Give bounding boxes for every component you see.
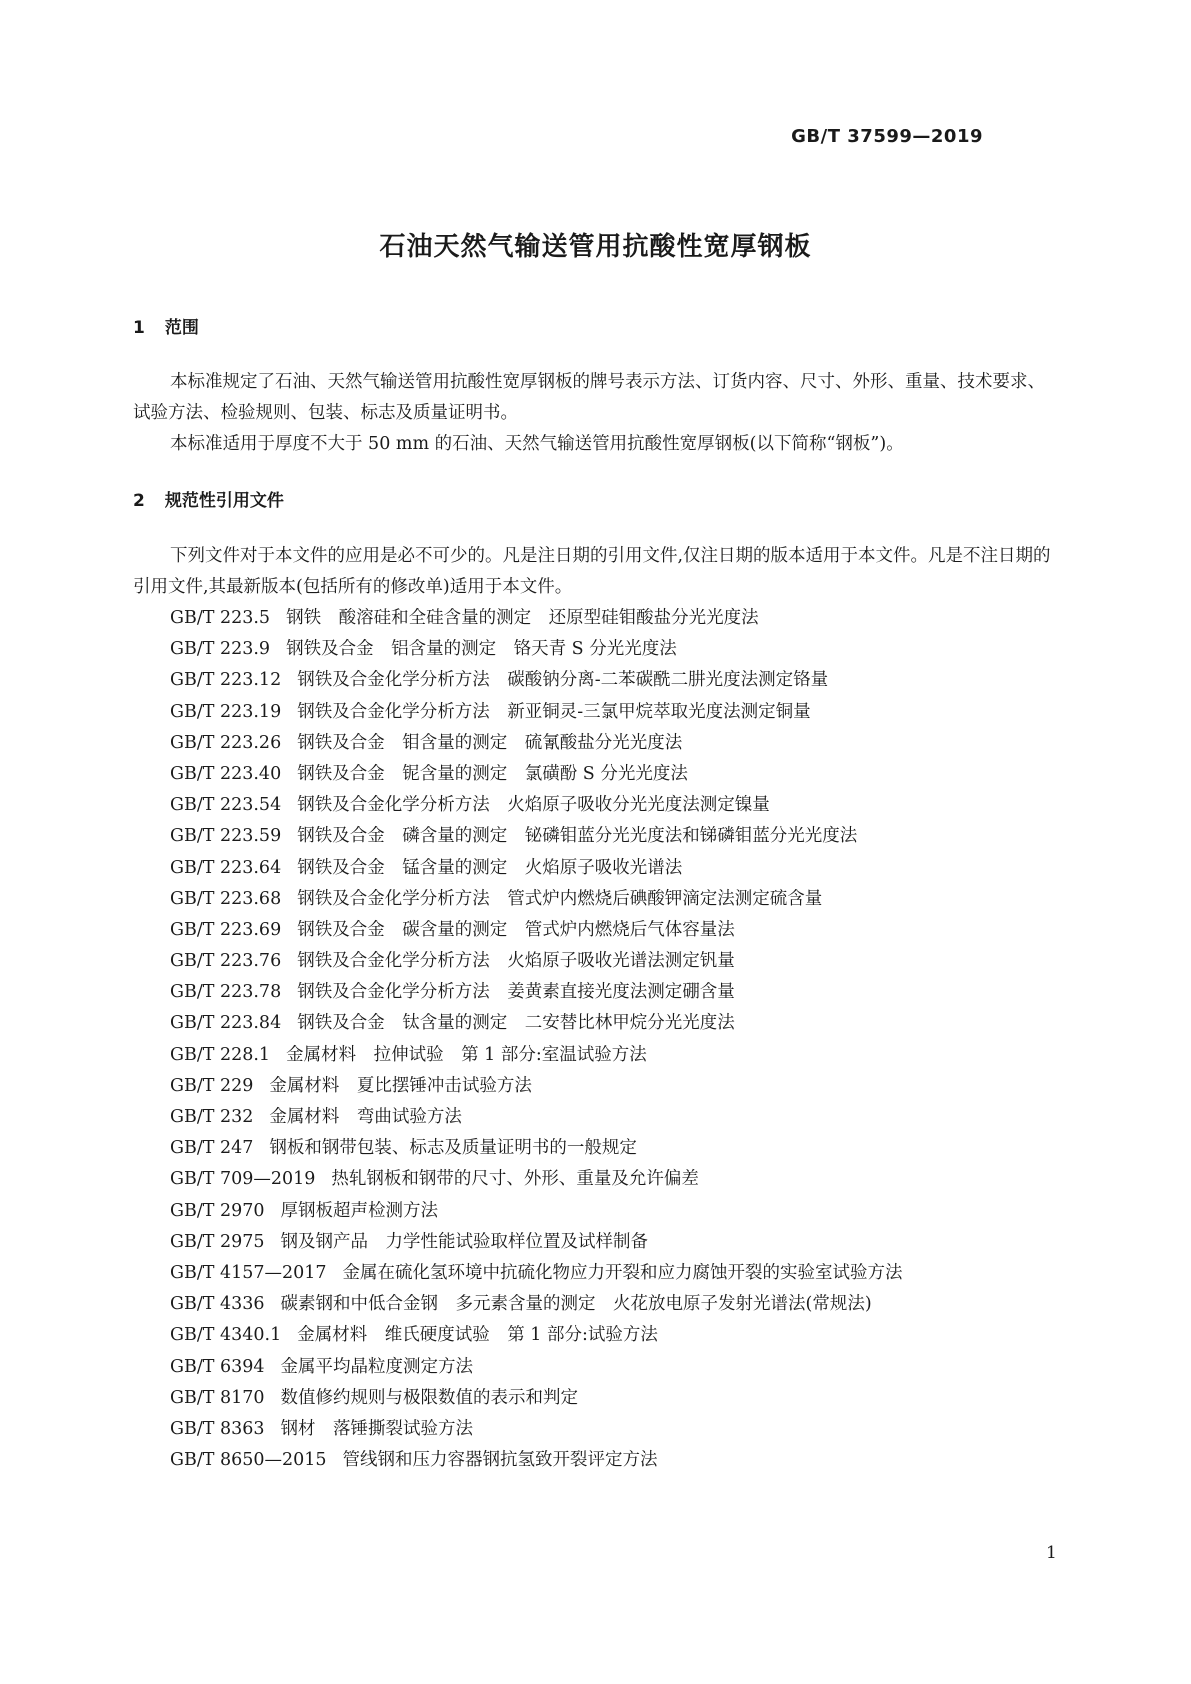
reference-title: 金属在硫化氢环境中抗硫化物应力开裂和应力腐蚀开裂的实验室试验方法 xyxy=(342,1262,903,1283)
reference-item xyxy=(170,946,903,977)
reference-title: 钢铁及合金化学分析方法 管式炉内燃烧后碘酸钾滴定法测定硫含量 xyxy=(297,888,823,909)
reference-title: 金属平均晶粒度测定方法 xyxy=(280,1356,474,1377)
reference-item xyxy=(170,821,903,852)
section-heading-scope xyxy=(133,313,199,338)
section-title: 规范性引用文件 xyxy=(164,491,284,511)
reference-item xyxy=(170,1164,903,1195)
reference-title: 钢铁及合金化学分析方法 碳酸钠分离-二苯碳酰二肼光度法测定铬量 xyxy=(297,670,829,691)
reference-item xyxy=(170,697,903,728)
reference-code: GB/T 247 xyxy=(170,1138,254,1159)
document-title: 石油天然气输送管用抗酸性宽厚钢板 xyxy=(379,232,812,262)
reference-title: 钢材 落锤撕裂试验方法 xyxy=(280,1418,474,1439)
reference-title: 金属材料 弯曲试验方法 xyxy=(269,1107,462,1127)
reference-code: GB/T 223.5 xyxy=(170,608,271,628)
reference-item xyxy=(170,603,903,634)
reference-code: GB/T 223.78 xyxy=(170,982,282,1003)
reference-item xyxy=(170,1071,903,1102)
reference-code: GB/T 228.1 xyxy=(170,1044,271,1065)
reference-item xyxy=(170,1040,903,1071)
reference-item xyxy=(170,759,903,790)
reference-item xyxy=(170,1352,903,1383)
reference-item xyxy=(170,1289,903,1320)
reference-code: GB/T 223.9 xyxy=(170,639,271,660)
section-number: 1 xyxy=(133,318,145,338)
reference-title: 热轧钢板和钢带的尺寸、外形、重量及允许偏差 xyxy=(331,1169,699,1190)
page-number: 1 xyxy=(1046,1543,1057,1563)
reference-item xyxy=(170,1320,903,1351)
reference-code: GB/T 2975 xyxy=(170,1231,265,1252)
reference-code: GB/T 709—2019 xyxy=(170,1169,316,1190)
reference-code: GB/T 223.12 xyxy=(170,670,282,691)
section-number: 2 xyxy=(133,491,145,511)
references-intro-paragraph: 下列文件对于本文件的应用是必不可少的。凡是注日期的引用文件,仅注日期的版本适用于本文件。凡是不注日期的引用文件,其最新版本(包括所有的修改单)适用于本文件。 xyxy=(133,546,1051,597)
reference-title: 钢铁及合金化学分析方法 姜黄素直接光度法测定硼含量 xyxy=(297,982,735,1003)
reference-item xyxy=(170,884,903,915)
scope-paragraph-2: 本标准适用于厚度不大于 50 mm 的石油、天然气输送管用抗酸性宽厚钢板(以下简称“钢板”)。 xyxy=(170,434,904,454)
reference-title: 钢铁及合金 锰含量的测定 火焰原子吸收光谱法 xyxy=(297,857,683,878)
reference-item xyxy=(170,853,903,884)
reference-title: 数值修约规则与极限数值的表示和判定 xyxy=(280,1387,579,1408)
reference-title: 钢铁及合金 铝含量的测定 铬天青 S 分光光度法 xyxy=(286,639,677,660)
reference-title: 金属材料 夏比摆锤冲击试验方法 xyxy=(269,1075,532,1096)
reference-code: GB/T 223.68 xyxy=(170,888,282,909)
reference-title: 钢铁及合金 铌含量的测定 氯磺酚 S 分光光度法 xyxy=(297,763,688,784)
reference-code: GB/T 2970 xyxy=(170,1200,265,1221)
reference-title: 钢铁及合金化学分析方法 火焰原子吸收光谱法测定钒量 xyxy=(297,951,735,972)
reference-item xyxy=(170,915,903,946)
reference-title: 钢及钢产品 力学性能试验取样位置及试样制备 xyxy=(280,1231,649,1252)
reference-title: 金属材料 拉伸试验 第 1 部分:室温试验方法 xyxy=(286,1044,647,1065)
reference-title: 金属材料 维氏硬度试验 第 1 部分:试验方法 xyxy=(297,1325,658,1346)
reference-title: 钢铁及合金 钼含量的测定 硫氰酸盐分光光度法 xyxy=(297,732,683,753)
reference-item xyxy=(170,1102,903,1133)
reference-item xyxy=(170,1133,903,1164)
reference-item xyxy=(170,1414,903,1445)
reference-code: GB/T 223.59 xyxy=(170,826,282,847)
reference-code: GB/T 4340.1 xyxy=(170,1325,282,1346)
reference-title: 钢铁及合金 碳含量的测定 管式炉内燃烧后气体容量法 xyxy=(297,919,735,940)
reference-title: 碳素钢和中低合金钢 多元素含量的测定 火花放电原子发射光谱法(常规法) xyxy=(280,1294,872,1315)
reference-code: GB/T 223.69 xyxy=(170,919,282,940)
section-title: 范围 xyxy=(164,318,199,338)
reference-item xyxy=(170,1445,903,1476)
reference-code: GB/T 223.84 xyxy=(170,1013,282,1034)
reference-title: 钢铁 酸溶硅和全硅含量的测定 还原型硅钼酸盐分光光度法 xyxy=(286,608,759,628)
reference-code: GB/T 223.76 xyxy=(170,951,282,972)
reference-title: 钢铁及合金化学分析方法 火焰原子吸收分光光度法测定镍量 xyxy=(297,795,770,816)
reference-code: GB/T 4336 xyxy=(170,1294,265,1315)
reference-code: GB/T 223.64 xyxy=(170,857,282,878)
section-heading-normative-references xyxy=(133,486,284,511)
reference-title: 管线钢和压力容器钢抗氢致开裂评定方法 xyxy=(342,1450,658,1471)
reference-title: 钢铁及合金化学分析方法 新亚铜灵-三氯甲烷萃取光度法测定铜量 xyxy=(297,701,811,722)
reference-item xyxy=(170,977,903,1008)
reference-item xyxy=(170,1196,903,1227)
reference-item xyxy=(170,790,903,821)
standard-code: GB/T 37599—2019 xyxy=(791,126,983,147)
reference-item xyxy=(170,728,903,759)
reference-item xyxy=(170,634,903,665)
reference-code: GB/T 8170 xyxy=(170,1387,265,1408)
reference-code: GB/T 223.54 xyxy=(170,795,282,816)
reference-item xyxy=(170,1008,903,1039)
reference-code: GB/T 8650—2015 xyxy=(170,1450,327,1471)
reference-code: GB/T 223.26 xyxy=(170,732,282,753)
reference-code: GB/T 223.19 xyxy=(170,701,282,722)
reference-title: 厚钢板超声检测方法 xyxy=(280,1200,439,1221)
reference-item xyxy=(170,1383,903,1414)
reference-item xyxy=(170,1227,903,1258)
reference-title: 钢板和钢带包装、标志及质量证明书的一般规定 xyxy=(269,1138,637,1159)
reference-code: GB/T 6394 xyxy=(170,1356,265,1377)
reference-code: GB/T 8363 xyxy=(170,1418,265,1439)
reference-list xyxy=(170,603,903,1476)
reference-code: GB/T 223.40 xyxy=(170,763,282,784)
reference-code: GB/T 232 xyxy=(170,1107,254,1127)
reference-code: GB/T 229 xyxy=(170,1075,254,1096)
reference-item xyxy=(170,665,903,696)
scope-paragraph-1: 本标准规定了石油、天然气输送管用抗酸性宽厚钢板的牌号表示方法、订货内容、尺寸、外形、重量、技术要求、试验方法、检验规则、包装、标志及质量证明书。 xyxy=(133,372,1045,423)
reference-title: 钢铁及合金 钛含量的测定 二安替比林甲烷分光光度法 xyxy=(297,1013,735,1034)
reference-title: 钢铁及合金 磷含量的测定 铋磷钼蓝分光光度法和锑磷钼蓝分光光度法 xyxy=(297,826,858,847)
reference-item xyxy=(170,1258,903,1289)
reference-code: GB/T 4157—2017 xyxy=(170,1262,327,1283)
